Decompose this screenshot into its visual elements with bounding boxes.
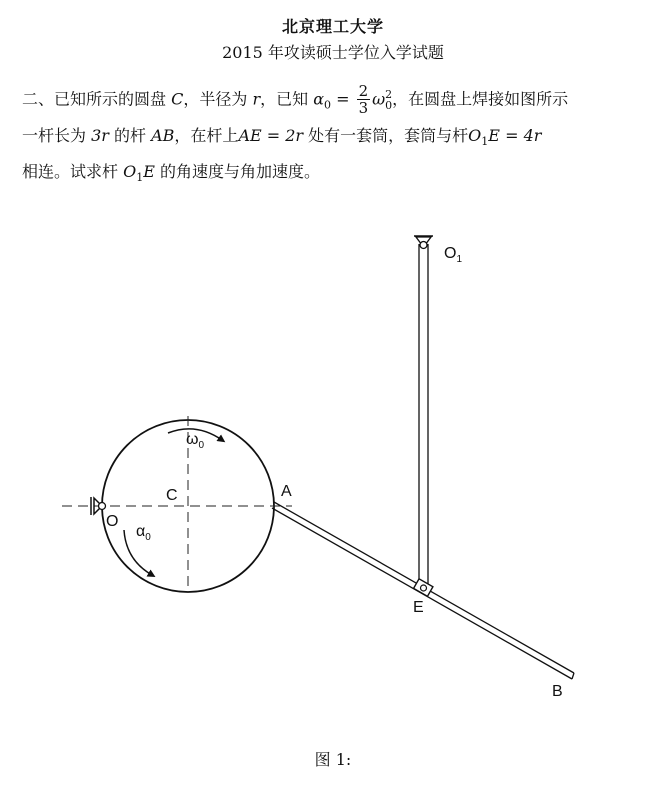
problem-line-1: 二、已知所示的圆盘 C，半径为 r，已知 $\alpha_0$ = $\frac{2}{3}$ $\omega^2_0$，在圆盘上焊接如图所示 [22, 82, 569, 118]
ae-expr: AE = 2r [238, 125, 304, 145]
label-e: E [413, 599, 424, 616]
pivot-o-icon [91, 497, 106, 515]
pivot-o1-icon [414, 236, 433, 249]
problem-line-3: 相连。试求杆 $O_1E$ 的角速度与角加速度。 [22, 161, 320, 184]
fraction: $\frac{2}{3}$ [358, 82, 369, 118]
radius-symbol: r [252, 89, 261, 109]
rod-o1e [419, 244, 428, 588]
label-b: B [552, 683, 563, 700]
omega-symbol: ω [372, 89, 386, 109]
university-title: 北京理工大学 [281, 17, 384, 36]
label-o: O [106, 513, 119, 530]
label-omega0: $\omega_0$ [186, 431, 205, 451]
sleeve-e-icon [414, 579, 433, 596]
length-expr: 3r [91, 125, 109, 145]
rod-name: AB [151, 125, 175, 145]
problem-line-2: 一杆长为 3r 的杆 AB，在杆上AE = 2r 处有一套筒，套筒与杆$O_1E = 4r$ [22, 125, 542, 148]
label-alpha0: $\alpha_0$ [136, 523, 151, 543]
label-o1: $O_1$ [444, 245, 463, 265]
label-c: C [166, 487, 178, 504]
exam-subtitle: 2015 年攻读硕士学位入学试题 [222, 43, 444, 62]
figure-caption: 图 1: [314, 750, 352, 769]
alpha-symbol: α [313, 89, 324, 109]
disk-symbol: C [171, 89, 184, 109]
label-a: A [281, 483, 292, 500]
